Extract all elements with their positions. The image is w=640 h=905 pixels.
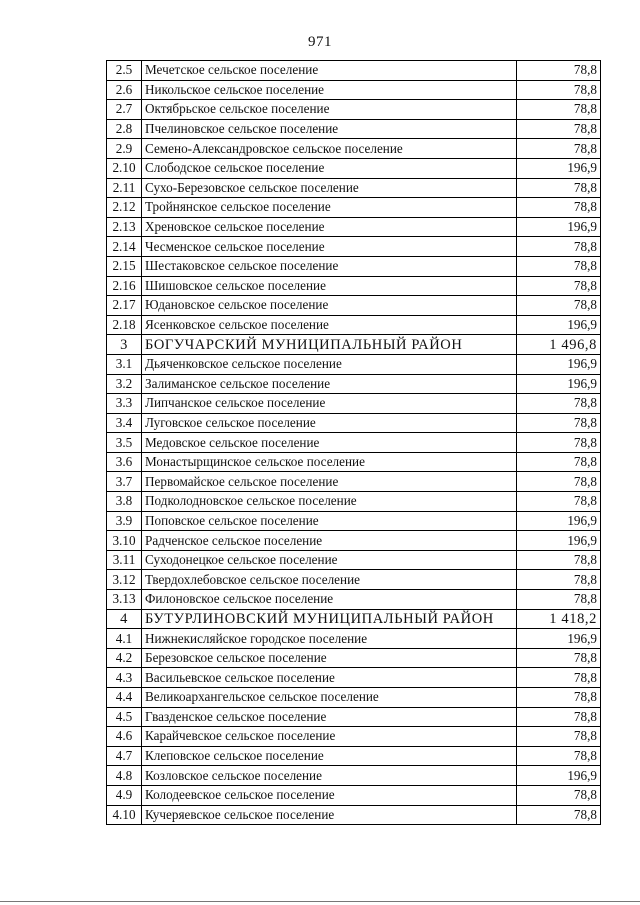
row-number: 4.6: [107, 727, 142, 747]
settlement-name: Тройнянское сельское поселение: [142, 198, 517, 218]
table-row: [107, 433, 601, 453]
table-row: [107, 119, 601, 139]
table-row: [107, 746, 601, 766]
table-row: [107, 766, 601, 786]
settlement-name: Пчелиновское сельское поселение: [142, 119, 517, 139]
settlement-name: Радченское сельское поселение: [142, 531, 517, 551]
row-number: 3.9: [107, 511, 142, 531]
settlement-name: Подколодновское сельское поселение: [142, 492, 517, 512]
district-row: [107, 335, 601, 355]
settlement-name: Слободское сельское поселение: [142, 158, 517, 178]
amount-value: 78,8: [517, 472, 601, 492]
amount-value: 78,8: [517, 433, 601, 453]
settlement-name: Юдановское сельское поселение: [142, 296, 517, 316]
settlement-name: Козловское сельское поселение: [142, 766, 517, 786]
amount-value: 196,9: [517, 158, 601, 178]
table-row: [107, 511, 601, 531]
settlement-name: Колодеевское сельское поселение: [142, 785, 517, 805]
amount-value: 78,8: [517, 139, 601, 159]
amount-value: 78,8: [517, 570, 601, 590]
table-row: [107, 805, 601, 825]
row-number: 3.7: [107, 472, 142, 492]
table-row: [107, 217, 601, 237]
table-row: [107, 61, 601, 81]
table-row: [107, 237, 601, 257]
table-row: [107, 139, 601, 159]
table-row: [107, 590, 601, 610]
settlement-name: Сухо-Березовское сельское поселение: [142, 178, 517, 198]
settlement-name: Залиманское сельское поселение: [142, 374, 517, 394]
row-number: 2.5: [107, 61, 142, 81]
table-row: [107, 629, 601, 649]
row-number: 2.6: [107, 80, 142, 100]
amount-value: 78,8: [517, 61, 601, 81]
row-number: 4.9: [107, 785, 142, 805]
table-row: [107, 472, 601, 492]
row-number: 3.5: [107, 433, 142, 453]
row-number: 2.16: [107, 276, 142, 296]
amount-value: 78,8: [517, 668, 601, 688]
row-number: 3.13: [107, 590, 142, 610]
row-number: 3.10: [107, 531, 142, 551]
amount-value: 78,8: [517, 492, 601, 512]
settlement-name: Мечетское сельское поселение: [142, 61, 517, 81]
district-row: [107, 609, 601, 629]
row-number: 4.1: [107, 629, 142, 649]
amount-value: 196,9: [517, 354, 601, 374]
settlement-name: Ясенковское сельское поселение: [142, 315, 517, 335]
row-number: 3.2: [107, 374, 142, 394]
settlement-name: Чесменское сельское поселение: [142, 237, 517, 257]
table-row: [107, 394, 601, 414]
table-row: [107, 315, 601, 335]
amount-value: 1 418,2: [517, 609, 601, 629]
settlement-name: Суходонецкое сельское поселение: [142, 550, 517, 570]
row-number: 4.5: [107, 707, 142, 727]
settlement-name: Дьяченковское сельское поселение: [142, 354, 517, 374]
settlement-name: Великоархангельское сельское поселение: [142, 688, 517, 708]
amount-value: 78,8: [517, 413, 601, 433]
row-number: 2.9: [107, 139, 142, 159]
row-number: 3.11: [107, 550, 142, 570]
table-row: [107, 374, 601, 394]
row-number: 3.1: [107, 354, 142, 374]
amount-value: 78,8: [517, 178, 601, 198]
amount-value: 78,8: [517, 590, 601, 610]
amount-value: 196,9: [517, 315, 601, 335]
amount-value: 78,8: [517, 198, 601, 218]
row-number: 2.10: [107, 158, 142, 178]
table-row: [107, 707, 601, 727]
row-number: 2.8: [107, 119, 142, 139]
table-row: [107, 727, 601, 747]
settlement-name: Филоновское сельское поселение: [142, 590, 517, 610]
table-row: [107, 492, 601, 512]
settlement-name: Октябрьское сельское поселение: [142, 100, 517, 120]
table-row: [107, 80, 601, 100]
row-number: 4.10: [107, 805, 142, 825]
table-row: [107, 531, 601, 551]
table-row: [107, 158, 601, 178]
row-number: 2.18: [107, 315, 142, 335]
row-number: 2.12: [107, 198, 142, 218]
settlement-name: Кучеряевское сельское поселение: [142, 805, 517, 825]
table-row: [107, 276, 601, 296]
table-row: [107, 296, 601, 316]
amount-value: 78,8: [517, 746, 601, 766]
settlement-name: Луговское сельское поселение: [142, 413, 517, 433]
table-row: [107, 668, 601, 688]
table-row: [107, 256, 601, 276]
settlement-name: Первомайское сельское поселение: [142, 472, 517, 492]
row-number: 3.12: [107, 570, 142, 590]
settlement-name: Клеповское сельское поселение: [142, 746, 517, 766]
row-number: 4.2: [107, 648, 142, 668]
row-number: 3.6: [107, 452, 142, 472]
row-number: 2.15: [107, 256, 142, 276]
amount-value: 78,8: [517, 707, 601, 727]
amount-value: 78,8: [517, 256, 601, 276]
amount-value: 78,8: [517, 276, 601, 296]
settlement-name: БОГУЧАРСКИЙ МУНИЦИПАЛЬНЫЙ РАЙОН: [142, 335, 517, 355]
amount-value: 196,9: [517, 511, 601, 531]
settlement-name: Хреновское сельское поселение: [142, 217, 517, 237]
table-row: [107, 452, 601, 472]
settlement-name: Шишовское сельское поселение: [142, 276, 517, 296]
row-number: 2.14: [107, 237, 142, 257]
row-number: 3: [107, 335, 142, 355]
table-body: [107, 61, 601, 825]
settlement-name: Твердохлебовское сельское поселение: [142, 570, 517, 590]
settlement-name: Поповское сельское поселение: [142, 511, 517, 531]
amount-value: 78,8: [517, 648, 601, 668]
amount-value: 196,9: [517, 531, 601, 551]
table-row: [107, 648, 601, 668]
table-row: [107, 550, 601, 570]
settlement-name: Монастырщинское сельское поселение: [142, 452, 517, 472]
settlements-table: [106, 60, 601, 825]
amount-value: 78,8: [517, 688, 601, 708]
row-number: 4.3: [107, 668, 142, 688]
amount-value: 78,8: [517, 394, 601, 414]
settlement-name: Гвазденское сельское поселение: [142, 707, 517, 727]
row-number: 4.4: [107, 688, 142, 708]
settlement-name: Березовское сельское поселение: [142, 648, 517, 668]
amount-value: 78,8: [517, 805, 601, 825]
settlement-name: Липчанское сельское поселение: [142, 394, 517, 414]
row-number: 2.17: [107, 296, 142, 316]
settlement-name: Семено-Александровское сельское поселение: [142, 139, 517, 159]
row-number: 3.4: [107, 413, 142, 433]
settlement-name: Медовское сельское поселение: [142, 433, 517, 453]
row-number: 2.7: [107, 100, 142, 120]
settlement-name: БУТУРЛИНОВСКИЙ МУНИЦИПАЛЬНЫЙ РАЙОН: [142, 609, 517, 629]
amount-value: 78,8: [517, 119, 601, 139]
amount-value: 196,9: [517, 374, 601, 394]
amount-value: 196,9: [517, 217, 601, 237]
table-row: [107, 178, 601, 198]
settlement-name: Никольское сельское поселение: [142, 80, 517, 100]
amount-value: 78,8: [517, 80, 601, 100]
table-row: [107, 198, 601, 218]
table-row: [107, 570, 601, 590]
row-number: 3.3: [107, 394, 142, 414]
amount-value: 78,8: [517, 550, 601, 570]
amount-value: 78,8: [517, 237, 601, 257]
amount-value: 78,8: [517, 100, 601, 120]
table-row: [107, 354, 601, 374]
row-number: 4.7: [107, 746, 142, 766]
table-row: [107, 100, 601, 120]
amount-value: 78,8: [517, 296, 601, 316]
row-number: 3.8: [107, 492, 142, 512]
amount-value: 78,8: [517, 785, 601, 805]
settlement-name: Шестаковское сельское поселение: [142, 256, 517, 276]
table-row: [107, 688, 601, 708]
settlement-name: Васильевское сельское поселение: [142, 668, 517, 688]
amount-value: 78,8: [517, 452, 601, 472]
row-number: 4.8: [107, 766, 142, 786]
row-number: 2.11: [107, 178, 142, 198]
table-row: [107, 413, 601, 433]
settlement-name: Нижнекисляйское городское поселение: [142, 629, 517, 649]
page-bottom-edge: [0, 901, 640, 902]
row-number: 2.13: [107, 217, 142, 237]
amount-value: 1 496,8: [517, 335, 601, 355]
table-row: [107, 785, 601, 805]
amount-value: 196,9: [517, 629, 601, 649]
settlement-name: Карайчевское сельское поселение: [142, 727, 517, 747]
row-number: 4: [107, 609, 142, 629]
amount-value: 196,9: [517, 766, 601, 786]
page-number: 971: [308, 34, 332, 50]
amount-value: 78,8: [517, 727, 601, 747]
